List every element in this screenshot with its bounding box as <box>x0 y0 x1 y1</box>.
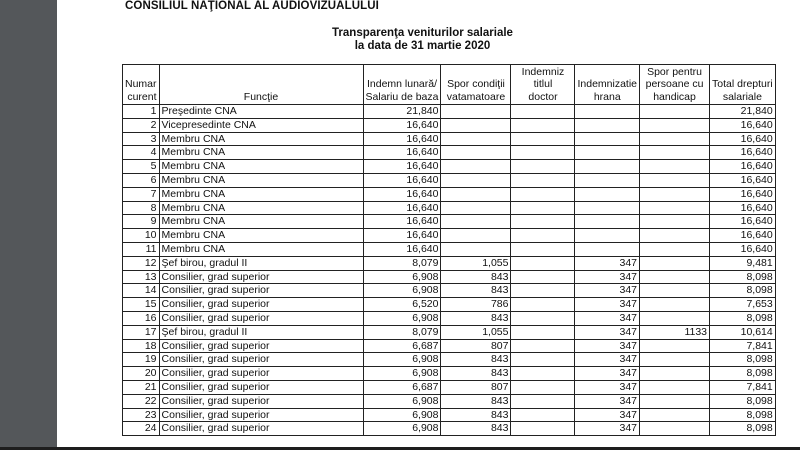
header-numar-curent: Numar curent <box>123 65 160 105</box>
cell-functie: Membru CNA <box>159 215 363 229</box>
organization-name: CONSILIUL NAŢIONAL AL AUDIOVIZUALULUI <box>125 0 379 12</box>
cell-total: 16,640 <box>710 173 776 187</box>
cell-indemn: 16,640 <box>363 201 441 215</box>
cell-spor-conditii: 843 <box>441 270 511 284</box>
cell-total: 8,098 <box>710 311 776 325</box>
cell-indemn: 6,908 <box>363 408 441 422</box>
cell-hrana: 347 <box>575 270 640 284</box>
cell-nr: 17 <box>123 325 160 339</box>
cell-functie: Membru CNA <box>159 132 363 146</box>
cell-spor-conditii: 843 <box>441 367 511 381</box>
cell-spor-conditii: 843 <box>441 408 511 422</box>
cell-indemniz-doctor <box>511 173 575 187</box>
cell-indemn: 6,908 <box>363 422 441 436</box>
table-row <box>123 256 776 270</box>
cell-nr: 1 <box>123 105 160 119</box>
cell-spor-conditii <box>441 146 511 160</box>
cell-indemn: 16,640 <box>363 146 441 160</box>
cell-spor-handicap <box>640 132 710 146</box>
cell-spor-conditii <box>441 118 511 132</box>
table-row <box>123 380 776 394</box>
cell-spor-conditii: 807 <box>441 380 511 394</box>
cell-functie: Consilier, grad superior <box>159 353 363 367</box>
table-row <box>123 394 776 408</box>
cell-spor-handicap <box>640 298 710 312</box>
cell-indemniz-doctor <box>511 105 575 119</box>
cell-hrana <box>575 160 640 174</box>
cell-spor-conditii <box>441 160 511 174</box>
cell-functie: Consilier, grad superior <box>159 394 363 408</box>
cell-spor-conditii <box>441 105 511 119</box>
cell-indemn: 6,908 <box>363 311 441 325</box>
cell-spor-conditii <box>441 132 511 146</box>
cell-hrana <box>575 242 640 256</box>
cell-nr: 14 <box>123 284 160 298</box>
cell-spor-handicap <box>640 118 710 132</box>
cell-total: 16,640 <box>710 215 776 229</box>
cell-spor-conditii <box>441 215 511 229</box>
cell-indemniz-doctor <box>511 146 575 160</box>
cell-hrana: 347 <box>575 380 640 394</box>
cell-hrana: 347 <box>575 394 640 408</box>
cell-functie: Consilier, grad superior <box>159 339 363 353</box>
cell-indemniz-doctor <box>511 408 575 422</box>
cell-spor-conditii <box>441 173 511 187</box>
cell-spor-conditii <box>441 229 511 243</box>
cell-spor-handicap <box>640 146 710 160</box>
header-spor-conditii: Spor condiţii vatamatoare <box>441 65 511 105</box>
cell-nr: 18 <box>123 339 160 353</box>
cell-functie: Consilier, grad superior <box>159 367 363 381</box>
cell-spor-handicap <box>640 380 710 394</box>
table-row <box>123 105 776 119</box>
cell-total: 8,098 <box>710 394 776 408</box>
cell-indemniz-doctor <box>511 325 575 339</box>
cell-hrana <box>575 105 640 119</box>
cell-indemn: 6,908 <box>363 367 441 381</box>
cell-nr: 4 <box>123 146 160 160</box>
cell-spor-conditii <box>441 242 511 256</box>
cell-hrana: 347 <box>575 422 640 436</box>
cell-indemniz-doctor <box>511 132 575 146</box>
document-title: Transparenţa veniturilor salariale <box>332 27 513 39</box>
cell-indemn: 16,640 <box>363 173 441 187</box>
cell-nr: 7 <box>123 187 160 201</box>
cell-total: 16,640 <box>710 132 776 146</box>
cell-total: 8,098 <box>710 367 776 381</box>
cell-functie: Şef birou, gradul II <box>159 325 363 339</box>
table-row <box>123 242 776 256</box>
cell-nr: 15 <box>123 298 160 312</box>
cell-spor-conditii: 843 <box>441 284 511 298</box>
cell-indemniz-doctor <box>511 215 575 229</box>
cell-indemniz-doctor <box>511 160 575 174</box>
cell-nr: 12 <box>123 256 160 270</box>
header-total-drepturi: Total drepturi salariale <box>710 65 776 105</box>
cell-total: 16,640 <box>710 160 776 174</box>
cell-nr: 24 <box>123 422 160 436</box>
cell-total: 21,840 <box>710 105 776 119</box>
cell-total: 16,640 <box>710 201 776 215</box>
cell-indemniz-doctor <box>511 229 575 243</box>
cell-indemniz-doctor <box>511 339 575 353</box>
cell-spor-handicap <box>640 339 710 353</box>
salary-table <box>122 64 776 436</box>
table-row <box>123 118 776 132</box>
cell-spor-handicap <box>640 215 710 229</box>
header-indemnizatie-hrana: Indemnizatie hrana <box>575 65 640 105</box>
cell-indemniz-doctor <box>511 311 575 325</box>
cell-functie: Şef birou, gradul II <box>159 256 363 270</box>
cell-total: 7,841 <box>710 339 776 353</box>
cell-hrana: 347 <box>575 339 640 353</box>
cell-functie: Consilier, grad superior <box>159 380 363 394</box>
cell-spor-handicap <box>640 422 710 436</box>
header-indemniz-doctor: Indemniz titlul doctor <box>511 65 575 105</box>
cell-spor-handicap <box>640 284 710 298</box>
cell-indemn: 6,908 <box>363 284 441 298</box>
cell-indemniz-doctor <box>511 380 575 394</box>
cell-indemniz-doctor <box>511 298 575 312</box>
cell-indemn: 6,908 <box>363 353 441 367</box>
table-row <box>123 270 776 284</box>
cell-spor-handicap <box>640 160 710 174</box>
cell-nr: 13 <box>123 270 160 284</box>
cell-spor-handicap <box>640 367 710 381</box>
table-row <box>123 325 776 339</box>
table-row <box>123 146 776 160</box>
cell-spor-handicap <box>640 229 710 243</box>
cell-functie: Vicepresedinte CNA <box>159 118 363 132</box>
cell-spor-handicap <box>640 394 710 408</box>
cell-functie: Preşedinte CNA <box>159 105 363 119</box>
cell-hrana <box>575 146 640 160</box>
cell-nr: 9 <box>123 215 160 229</box>
cell-indemn: 6,908 <box>363 394 441 408</box>
cell-indemniz-doctor <box>511 118 575 132</box>
cell-nr: 5 <box>123 160 160 174</box>
cell-indemn: 16,640 <box>363 187 441 201</box>
cell-indemniz-doctor <box>511 422 575 436</box>
cell-indemniz-doctor <box>511 201 575 215</box>
cell-hrana: 347 <box>575 367 640 381</box>
table-row <box>123 311 776 325</box>
cell-spor-conditii: 807 <box>441 339 511 353</box>
table-row <box>123 160 776 174</box>
table-row <box>123 284 776 298</box>
cell-spor-conditii <box>441 201 511 215</box>
cell-indemn: 6,908 <box>363 270 441 284</box>
cell-indemniz-doctor <box>511 284 575 298</box>
cell-indemn: 6,520 <box>363 298 441 312</box>
cell-spor-conditii <box>441 187 511 201</box>
cell-total: 8,098 <box>710 422 776 436</box>
cell-indemn: 6,687 <box>363 380 441 394</box>
cell-functie: Consilier, grad superior <box>159 422 363 436</box>
cell-hrana <box>575 229 640 243</box>
cell-functie: Membru CNA <box>159 201 363 215</box>
cell-hrana <box>575 187 640 201</box>
table-row <box>123 229 776 243</box>
cell-functie: Consilier, grad superior <box>159 298 363 312</box>
cell-nr: 6 <box>123 173 160 187</box>
cell-functie: Membru CNA <box>159 187 363 201</box>
cell-hrana: 347 <box>575 298 640 312</box>
cell-nr: 23 <box>123 408 160 422</box>
cell-spor-handicap <box>640 105 710 119</box>
cell-nr: 3 <box>123 132 160 146</box>
cell-indemniz-doctor <box>511 187 575 201</box>
cell-nr: 16 <box>123 311 160 325</box>
cell-indemn: 16,640 <box>363 215 441 229</box>
cell-hrana: 347 <box>575 408 640 422</box>
cell-indemniz-doctor <box>511 270 575 284</box>
cell-indemn: 16,640 <box>363 229 441 243</box>
document-subtitle-date: la data de 31 martie 2020 <box>354 40 491 52</box>
cell-spor-conditii: 1,055 <box>441 325 511 339</box>
table-row <box>123 367 776 381</box>
cell-total: 10,614 <box>710 325 776 339</box>
cell-functie: Membru CNA <box>159 146 363 160</box>
cell-functie: Consilier, grad superior <box>159 311 363 325</box>
table-row <box>123 422 776 436</box>
cell-indemn: 8,079 <box>363 256 441 270</box>
cell-indemniz-doctor <box>511 394 575 408</box>
cell-nr: 8 <box>123 201 160 215</box>
cell-hrana <box>575 201 640 215</box>
table-row <box>123 173 776 187</box>
cell-spor-handicap <box>640 173 710 187</box>
header-functie: Funcţie <box>159 65 363 105</box>
cell-total: 7,841 <box>710 380 776 394</box>
cell-nr: 21 <box>123 380 160 394</box>
cell-indemn: 16,640 <box>363 118 441 132</box>
cell-total: 8,098 <box>710 408 776 422</box>
cell-functie: Consilier, grad superior <box>159 270 363 284</box>
cell-spor-handicap <box>640 270 710 284</box>
viewer-side-panel <box>0 0 57 450</box>
table-row <box>123 353 776 367</box>
cell-hrana <box>575 132 640 146</box>
cell-hrana <box>575 215 640 229</box>
cell-total: 7,653 <box>710 298 776 312</box>
cell-functie: Membru CNA <box>159 160 363 174</box>
cell-indemn: 16,640 <box>363 160 441 174</box>
cell-indemniz-doctor <box>511 242 575 256</box>
cell-spor-conditii: 1,055 <box>441 256 511 270</box>
cell-total: 8,098 <box>710 284 776 298</box>
cell-hrana: 347 <box>575 311 640 325</box>
cell-functie: Consilier, grad superior <box>159 284 363 298</box>
cell-nr: 20 <box>123 367 160 381</box>
cell-hrana <box>575 173 640 187</box>
cell-total: 9,481 <box>710 256 776 270</box>
cell-nr: 10 <box>123 229 160 243</box>
cell-indemniz-doctor <box>511 353 575 367</box>
cell-indemniz-doctor <box>511 256 575 270</box>
cell-total: 8,098 <box>710 270 776 284</box>
cell-indemn: 8,079 <box>363 325 441 339</box>
cell-spor-conditii: 843 <box>441 394 511 408</box>
table-row <box>123 201 776 215</box>
cell-indemn: 21,840 <box>363 105 441 119</box>
cell-functie: Membru CNA <box>159 242 363 256</box>
table-header-row <box>123 65 776 105</box>
cell-spor-conditii: 843 <box>441 422 511 436</box>
cell-spor-handicap <box>640 242 710 256</box>
cell-nr: 19 <box>123 353 160 367</box>
cell-total: 16,640 <box>710 118 776 132</box>
cell-total: 16,640 <box>710 229 776 243</box>
cell-nr: 2 <box>123 118 160 132</box>
cell-indemn: 16,640 <box>363 132 441 146</box>
table-row <box>123 215 776 229</box>
cell-spor-handicap <box>640 311 710 325</box>
cell-nr: 22 <box>123 394 160 408</box>
table-row <box>123 132 776 146</box>
cell-hrana: 347 <box>575 325 640 339</box>
cell-hrana: 347 <box>575 353 640 367</box>
cell-spor-conditii: 786 <box>441 298 511 312</box>
cell-spor-conditii: 843 <box>441 353 511 367</box>
cell-indemn: 16,640 <box>363 242 441 256</box>
cell-hrana: 347 <box>575 256 640 270</box>
cell-total: 16,640 <box>710 146 776 160</box>
table-row <box>123 298 776 312</box>
cell-nr: 11 <box>123 242 160 256</box>
cell-spor-handicap: 1133 <box>640 325 710 339</box>
cell-spor-handicap <box>640 256 710 270</box>
header-indemn-salariu: Indemn lunară/ Salariu de baza <box>363 65 441 105</box>
header-spor-handicap: Spor pentru persoane cu handicap <box>640 65 710 105</box>
cell-functie: Consilier, grad superior <box>159 408 363 422</box>
cell-hrana: 347 <box>575 284 640 298</box>
cell-spor-handicap <box>640 408 710 422</box>
cell-indemniz-doctor <box>511 367 575 381</box>
cell-spor-conditii: 843 <box>441 311 511 325</box>
cell-spor-handicap <box>640 201 710 215</box>
cell-functie: Membru CNA <box>159 173 363 187</box>
cell-hrana <box>575 118 640 132</box>
cell-total: 16,640 <box>710 187 776 201</box>
table-row <box>123 339 776 353</box>
cell-spor-handicap <box>640 353 710 367</box>
cell-total: 8,098 <box>710 353 776 367</box>
table-row <box>123 408 776 422</box>
cell-functie: Membru CNA <box>159 229 363 243</box>
cell-spor-handicap <box>640 187 710 201</box>
table-row <box>123 187 776 201</box>
cell-total: 16,640 <box>710 242 776 256</box>
cell-indemn: 6,687 <box>363 339 441 353</box>
